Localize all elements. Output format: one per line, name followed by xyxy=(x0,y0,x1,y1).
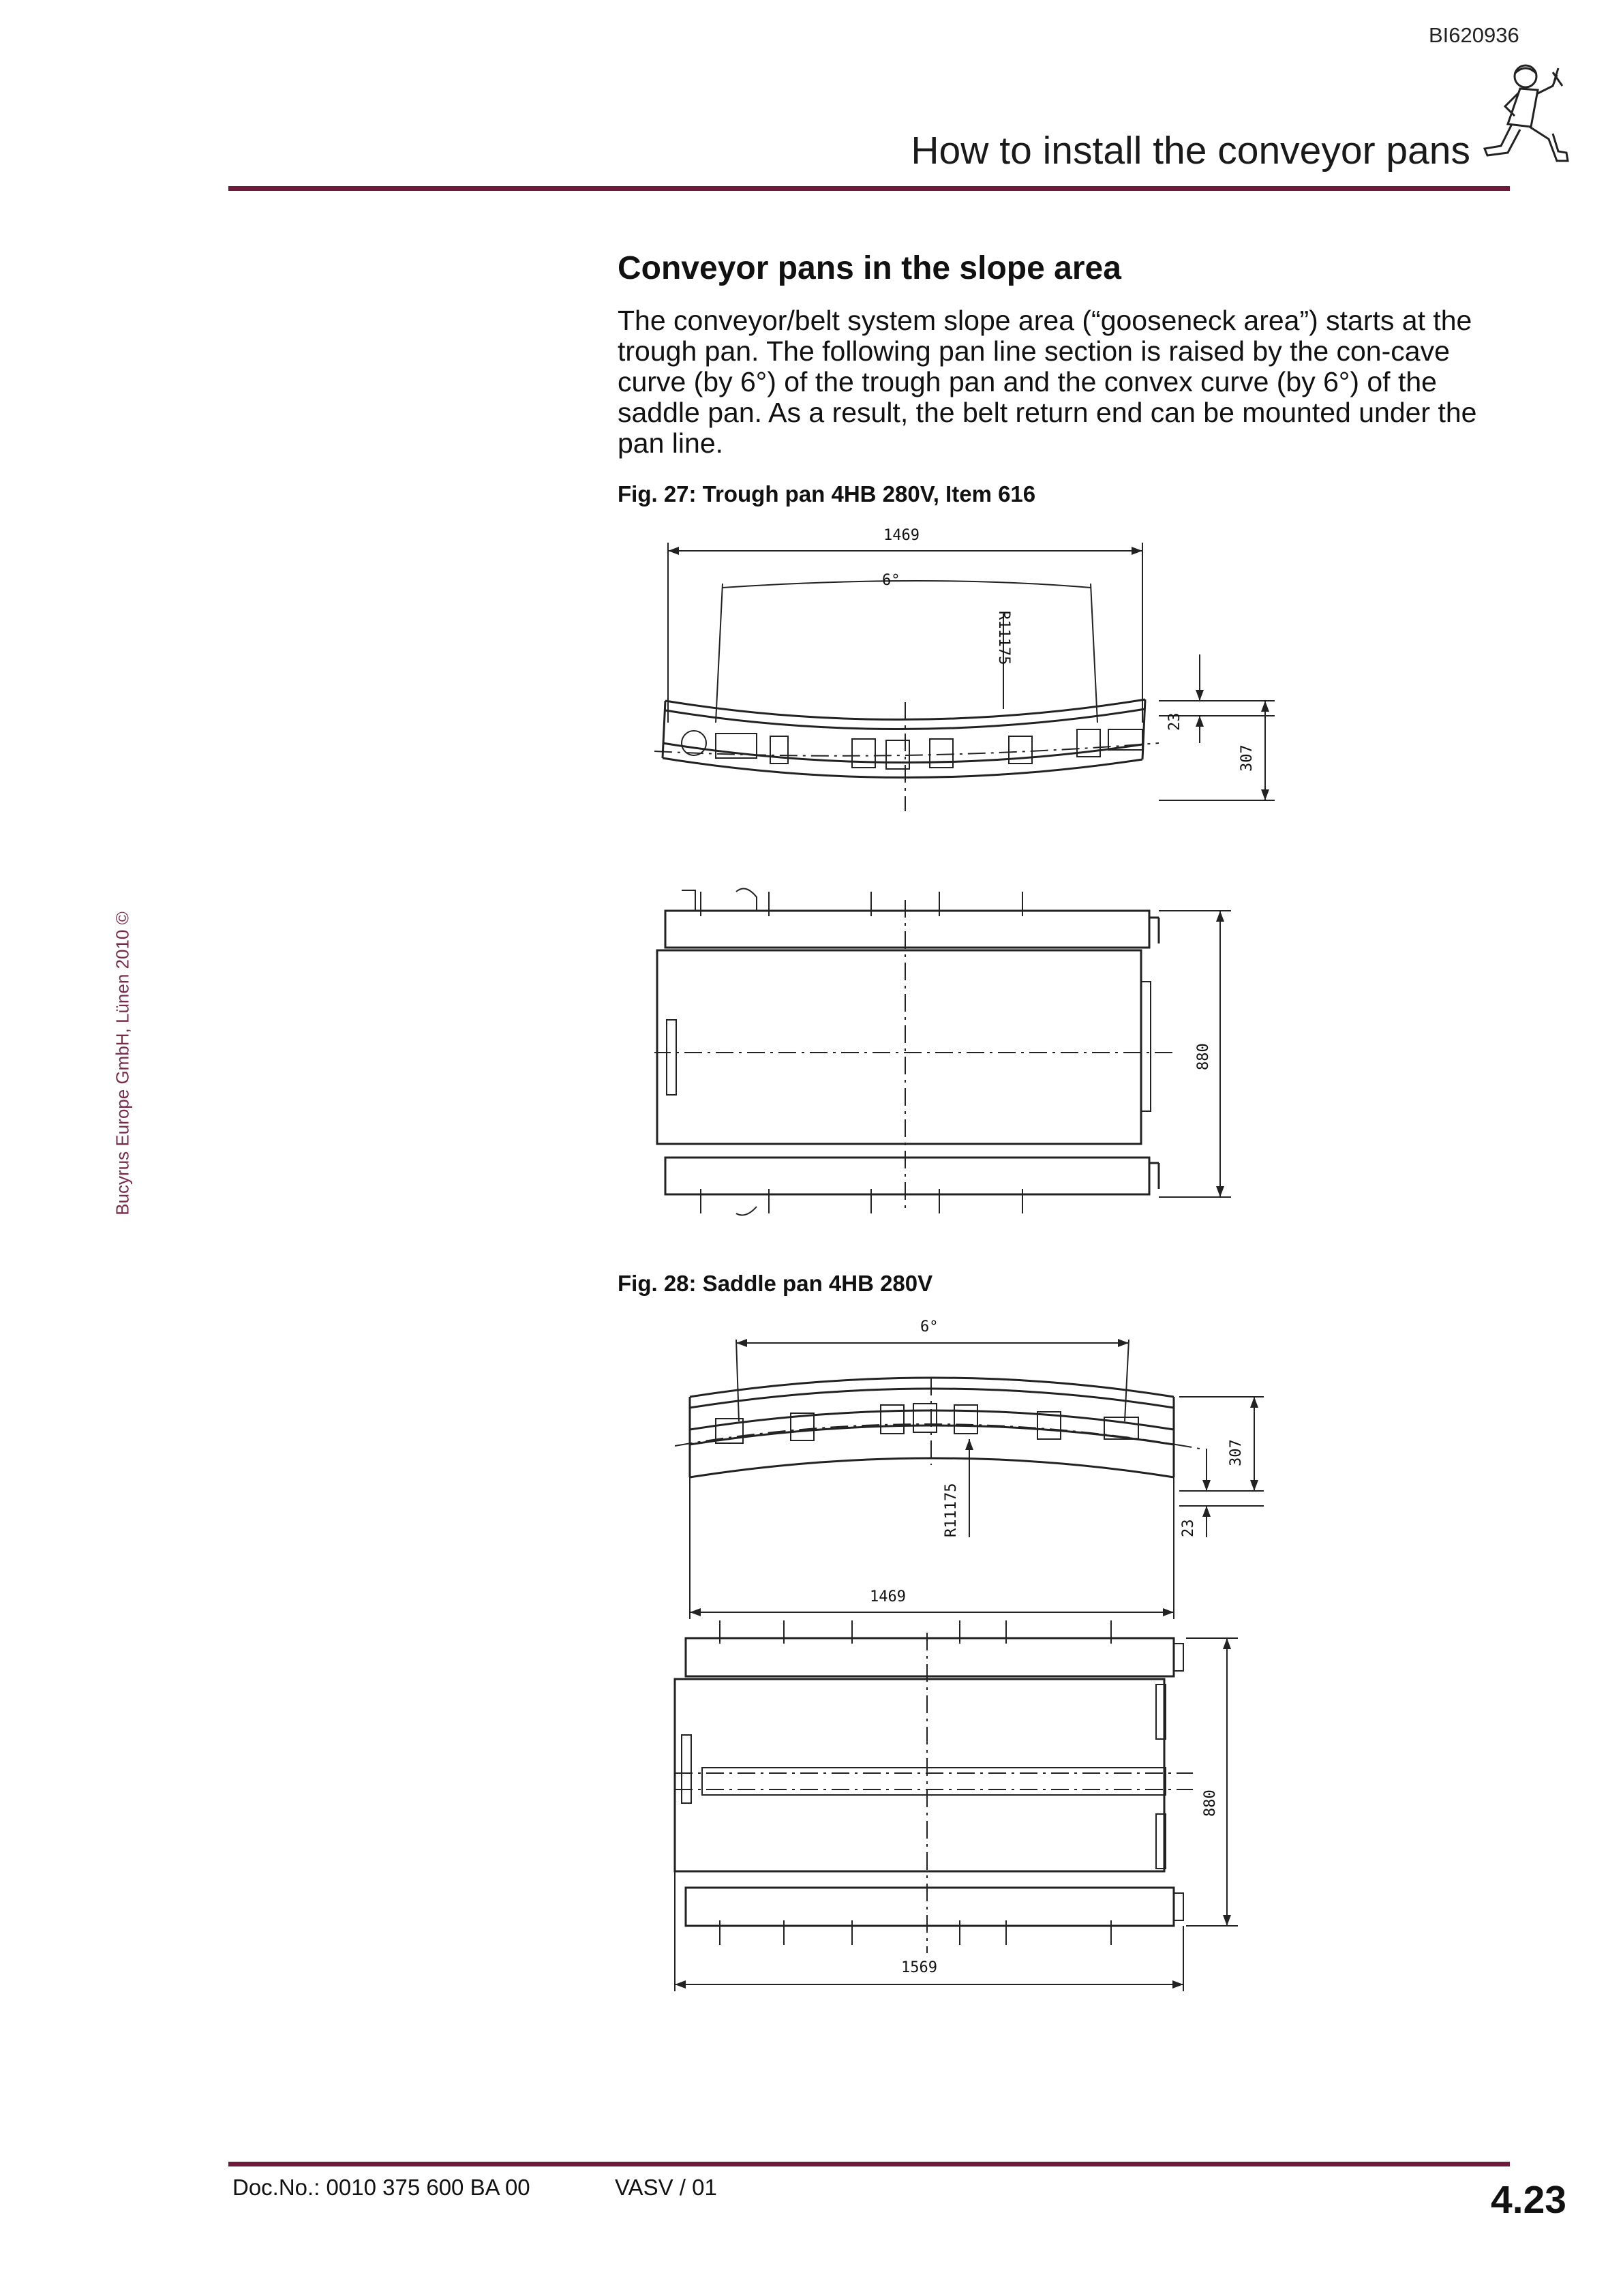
page-header-title: How to install the conveyor pans xyxy=(911,129,1470,172)
trough-length-label: 1469 xyxy=(883,527,920,544)
document-id: BI620936 xyxy=(1429,23,1519,47)
trough-offset-label: 23 xyxy=(1166,712,1183,731)
saddle-height-label: 307 xyxy=(1228,1439,1245,1466)
section-heading: Conveyor pans in the slope area xyxy=(618,250,1121,286)
intro-paragraph: The conveyor/belt system slope area (“gooseneck area”) starts at the trough pan. The following pan line section is raised by the con-cave curve (by 6°) of the trough pan and the convex curve (by 6°) of the saddle pan. As a result, the belt return end can be mounted under the pan line. xyxy=(618,305,1477,459)
page-number: 4.23 xyxy=(1491,2178,1566,2222)
saddle-radius-label: R11175 xyxy=(943,1483,960,1537)
worker-with-tool-icon xyxy=(1478,59,1573,175)
saddle-offset-label: 23 xyxy=(1180,1519,1197,1537)
saddle-pan-drawing xyxy=(661,1312,1275,2008)
trough-width-label: 880 xyxy=(1195,1043,1212,1070)
figure-28-caption: Fig. 28: Saddle pan 4HB 280V xyxy=(618,1271,933,1296)
trough-height-label: 307 xyxy=(1239,744,1256,772)
saddle-overall-length-label: 1569 xyxy=(901,1959,937,1976)
footer-document-number: Doc.No.: 0010 375 600 BA 00 xyxy=(232,2175,530,2200)
footer-rule xyxy=(228,2162,1510,2166)
trough-pan-drawing xyxy=(654,518,1281,1227)
saddle-length-label: 1469 xyxy=(870,1588,906,1605)
header-rule xyxy=(228,186,1510,191)
footer-revision: VASV / 01 xyxy=(615,2175,717,2200)
saddle-width-label: 880 xyxy=(1202,1789,1219,1817)
saddle-angle-label: 6° xyxy=(920,1318,939,1335)
figure-27-caption: Fig. 27: Trough pan 4HB 280V, Item 616 xyxy=(618,481,1036,507)
copyright-notice: Bucyrus Europe GmbH, Lünen 2010 © xyxy=(112,911,133,1215)
trough-angle-label: 6° xyxy=(882,572,900,589)
trough-radius-label: R11175 xyxy=(995,611,1012,665)
